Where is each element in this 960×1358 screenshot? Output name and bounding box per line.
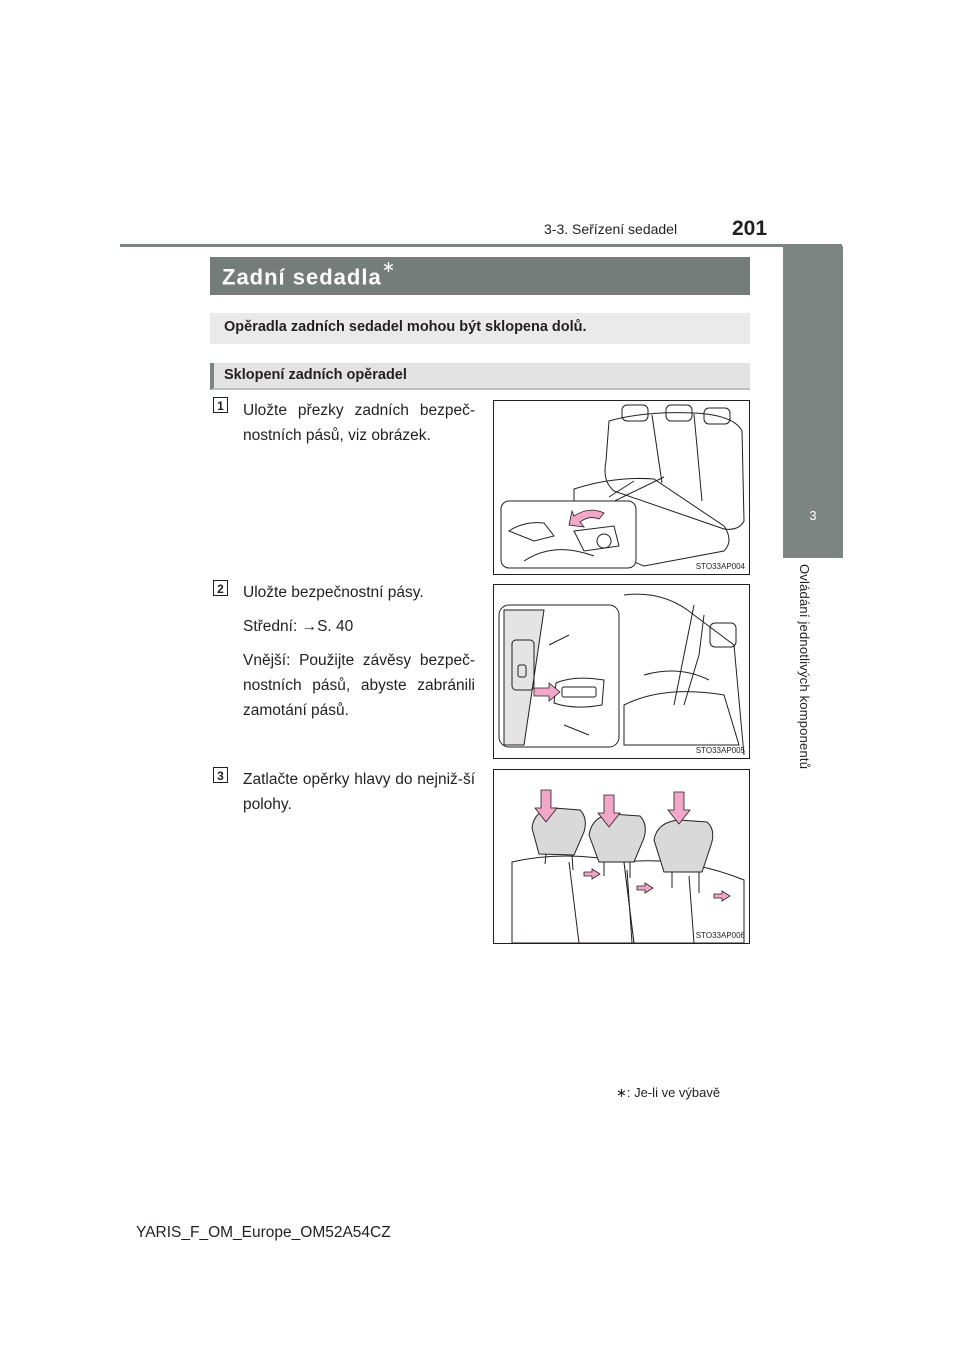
section-reference: 3-3. Seřízení sedadel (544, 221, 678, 237)
page-title-bar (210, 257, 750, 295)
step-2-paragraph-1: Uložte bezpečnostní pásy. (243, 584, 424, 601)
page-title (222, 261, 396, 290)
document-code: YARIS_F_OM_Europe_OM52A54CZ (136, 1224, 391, 1241)
step-1-paragraph: Uložte přezky zadních bezpeč-nostních pásů, viz obrázek. (243, 402, 475, 444)
chapter-tab (783, 246, 843, 558)
figure-rear-seat-buckles (493, 400, 750, 575)
intro-box (210, 313, 750, 344)
subheading-bar (210, 363, 750, 390)
footnote: ∗: Je-li ve výbavě (616, 1085, 721, 1100)
rear-seat-buckles-illustration (494, 401, 749, 574)
step-number-1: 1 (213, 397, 228, 413)
step-2-text (243, 580, 475, 732)
figure-code-1: STO33AP004 (695, 562, 745, 571)
chapter-number: 3 (809, 508, 817, 523)
page-number: 201 (732, 217, 768, 240)
intro-text: Opěradla zadních sedadel mohou být sklopena dolů. (224, 319, 587, 335)
optional-equipment-marker: ∗ (381, 259, 397, 276)
figure-seatbelt-hanger (493, 584, 750, 759)
figure-headrests-lowered (493, 769, 750, 944)
seatbelt-hanger-illustration (494, 585, 749, 758)
subheading-text: Sklopení zadních opěradel (224, 367, 407, 383)
headrests-illustration (494, 770, 749, 943)
step-1-text (243, 398, 475, 457)
chapter-tab-label (783, 562, 823, 822)
step-3-text (243, 767, 475, 826)
figure-code-3: STO33AP006 (695, 931, 745, 940)
step-number-3: 3 (213, 767, 228, 783)
step-3-paragraph: Zatlačte opěrky hlavy do nejniž-ší polohy. (243, 771, 475, 813)
header-rule (120, 244, 842, 247)
step-number-2: 2 (213, 580, 228, 596)
step-2-paragraph-3: Vnější: Použijte závěsy bezpeč-nostních pásů, abyste zabránili zamotání pásů. (243, 652, 475, 719)
figure-code-2: STO33AP005 (695, 746, 745, 755)
step-2-paragraph-2: Střední: →S. 40 (243, 618, 354, 635)
chapter-title: Ovládání jednotlivých komponentů (797, 564, 812, 770)
page-title-text: Zadní sedadla (222, 264, 382, 290)
